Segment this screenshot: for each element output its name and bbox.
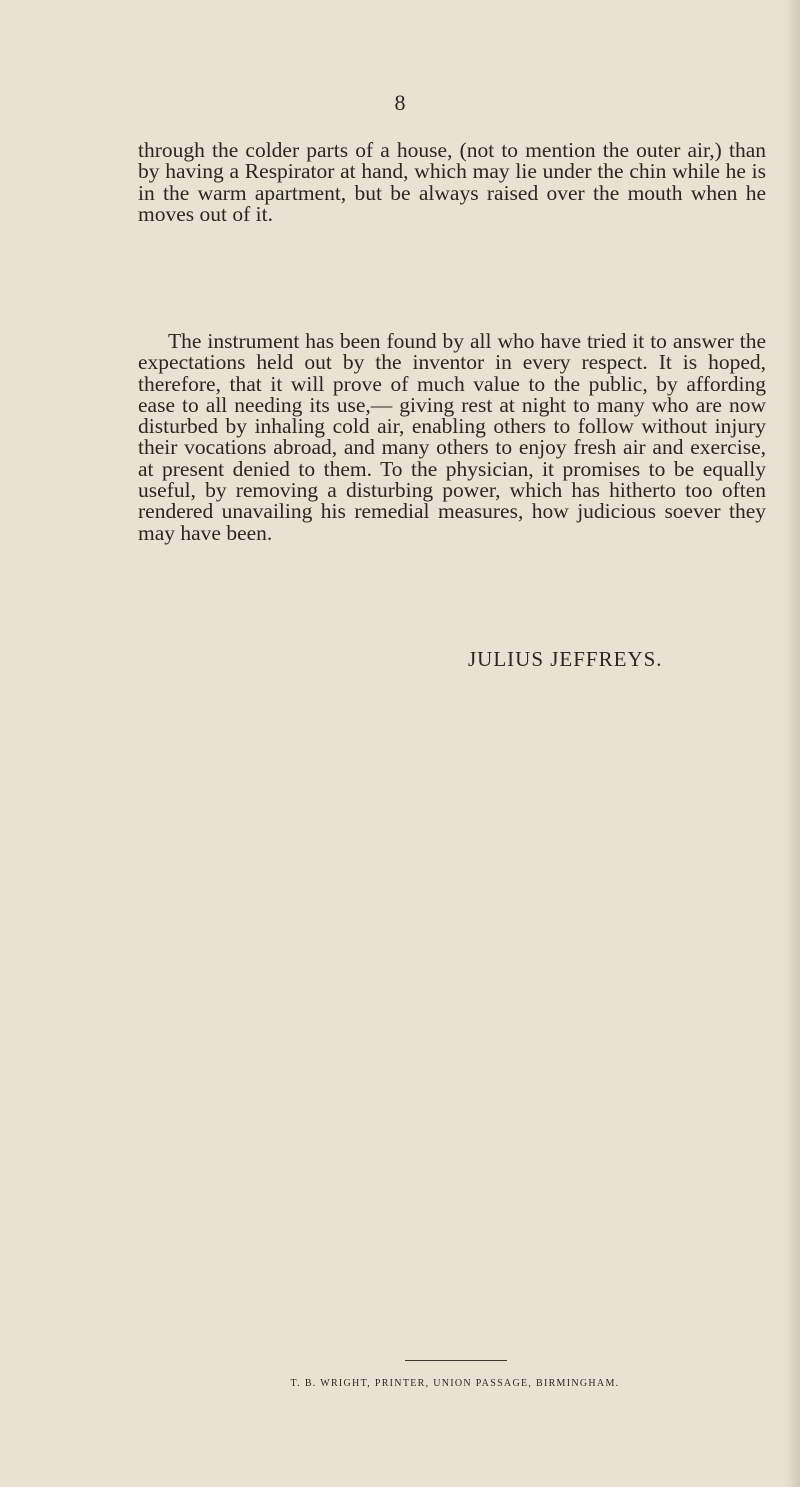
- footer-rule: [405, 1360, 507, 1361]
- page-edge-shadow: [786, 0, 800, 1487]
- author-signature: JULIUS JEFFREYS.: [468, 647, 663, 671]
- page-number: 8: [394, 90, 406, 115]
- paragraph-instrument: The instrument has been found by all who have tried it to answer the expectations held out by the inventor in every respect. It is hoped, therefore, that it will prove of much value to the public, by affording ease to all needing its use,— giving rest at night to many who are now disturbed by inhaling cold air, enabling others to follow without injury their vocations abroad, and many others to enjoy fresh air and exercise, at present denied to them. To the physician, it promises to be equally useful, by removing a disturbing power, which has hitherto too often rendered unavailing his remedial measures, how judicious soever they may have been.: [138, 329, 766, 545]
- printer-imprint: T. B. WRIGHT, PRINTER, UNION PASSAGE, BIRMINGHAM.: [290, 1378, 620, 1389]
- paragraph-continuation: through the colder parts of a house, (not to mention the outer air,) than by having a Respirator at hand, which may lie under the chin while he is in the warm apartment, but be always raised over the mouth when he moves out of it.: [138, 138, 766, 226]
